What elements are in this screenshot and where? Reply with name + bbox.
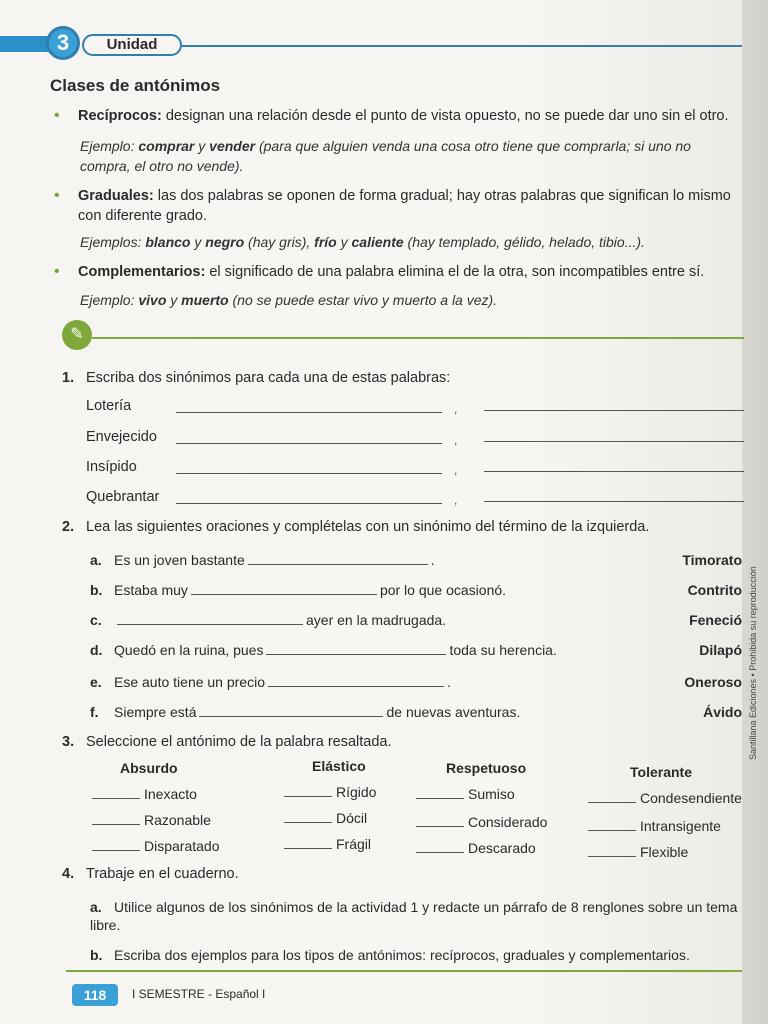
q3-option[interactable] (588, 818, 721, 834)
example-text: y (190, 234, 206, 250)
bullet-icon: • (54, 263, 60, 280)
q3-column-head: Elástico (312, 758, 366, 774)
q2-term: Ávido (703, 704, 742, 720)
example-word: vender (209, 138, 256, 154)
q1-word: Quebrantar (86, 489, 160, 505)
q2-item-b (90, 582, 506, 598)
activity-rule (92, 337, 744, 339)
q3-column-head: Absurdo (120, 760, 178, 776)
q3-option[interactable] (92, 812, 211, 828)
option-label: Flexible (640, 844, 689, 860)
q2-answer-blank[interactable] (268, 674, 444, 687)
example-word: comprar (138, 138, 195, 154)
q3-option[interactable] (284, 810, 367, 826)
pencil-icon: ✎ (62, 320, 92, 350)
sentence-start: Es un joven bastante (114, 552, 245, 568)
example-word: muerto (181, 292, 229, 308)
separator-comma: , (454, 433, 458, 447)
side-copyright: Santillana Ediciones • Prohibida su reproducción (748, 566, 758, 760)
option-label: Dócil (336, 810, 368, 826)
example-word: caliente (351, 234, 404, 250)
example-text: y (166, 292, 182, 308)
q1-answer-blank[interactable] (176, 473, 442, 474)
type-desc: el significado de una palabra elimina el de la otra, son incompatibles entre sí. (205, 264, 705, 280)
sentence-start: Siempre está (114, 704, 197, 720)
option-label: Frágil (336, 836, 372, 852)
sentence-end: toda su herencia. (449, 642, 557, 658)
option-label: Disparatado (144, 838, 220, 854)
type-name: Complementarios: (78, 264, 206, 280)
section-title: Clases de antónimos (50, 76, 221, 95)
q3-option[interactable] (92, 838, 220, 854)
q3-option[interactable] (284, 836, 371, 852)
q2-item-f (90, 704, 520, 720)
q3-number: 3. (62, 734, 75, 750)
example-word: vivo (138, 292, 167, 308)
option-label: Sumiso (468, 786, 515, 802)
q1-word: Envejecido (86, 429, 157, 445)
q2-item-d (90, 642, 557, 658)
q2-term: Timorato (682, 552, 742, 568)
unit-number-badge: 3 (46, 26, 80, 60)
example-prefix: Ejemplo: (80, 292, 139, 308)
q1-answer-blank[interactable] (484, 471, 744, 472)
q2-item-a (90, 552, 435, 568)
example-reciprocos (80, 136, 742, 176)
item-text: Utilice algunos de los sinónimos de la actividad 1 y redacte un párrafo de 8 renglones sobre un tema libre. (90, 899, 738, 933)
type-name: Recíprocos: (78, 108, 162, 124)
example-complementarios (80, 290, 742, 310)
item-letter: f. (90, 704, 99, 720)
example-word: blanco (145, 234, 191, 250)
type-name: Graduales: (78, 188, 154, 204)
separator-comma: , (454, 463, 458, 477)
item-letter: e. (90, 674, 102, 690)
option-label: Descarado (468, 840, 536, 856)
q1-text: Escriba dos sinónimos para cada una de estas palabras: (86, 370, 451, 386)
q3-option[interactable] (416, 840, 536, 856)
item-letter: b. (90, 947, 103, 963)
q1-word: Lotería (86, 398, 132, 414)
q1-answer-blank[interactable] (484, 441, 744, 442)
sentence-end: . (430, 552, 435, 568)
option-label: Considerado (468, 814, 548, 830)
example-text: y (194, 138, 210, 154)
q1-word: Insípido (86, 459, 137, 475)
footer-rule (66, 970, 742, 972)
example-graduales (80, 232, 742, 252)
q2-answer-blank[interactable] (191, 582, 377, 595)
q3-option[interactable] (416, 786, 515, 802)
example-word: frío (314, 234, 337, 250)
sentence-start: Ese auto tiene un precio (114, 674, 265, 690)
q2-term: Dilapó (699, 642, 742, 658)
sentence-end: de nuevas aventuras. (386, 704, 521, 720)
q2-text: Lea las siguientes oraciones y complételas con un sinónimo del término de la izquierda. (86, 519, 650, 535)
q2-term: Feneció (689, 612, 742, 628)
bullet-icon: • (54, 107, 60, 124)
sentence-start: Quedó en la ruina, pues (114, 642, 264, 658)
antonym-type-reciprocos (54, 106, 742, 126)
option-label: Condesendiente (640, 790, 742, 806)
q2-answer-blank[interactable] (117, 612, 303, 625)
separator-comma: , (454, 493, 458, 507)
page-edge (742, 0, 768, 1024)
q1-answer-blank[interactable] (484, 410, 744, 411)
q2-number: 2. (62, 519, 75, 535)
item-text: Escriba dos ejemplos para los tipos de antónimos: recíprocos, graduales y complementarios. (114, 947, 690, 963)
item-letter: c. (90, 612, 102, 628)
q1-answer-blank[interactable] (176, 503, 442, 504)
q3-option[interactable] (588, 790, 742, 806)
page-number: 118 (72, 984, 118, 1006)
unit-label: Unidad (82, 34, 182, 56)
q2-answer-blank[interactable] (266, 642, 446, 655)
bullet-icon: • (54, 187, 60, 204)
header-rule (182, 45, 742, 47)
q2-term: Oneroso (684, 674, 742, 690)
q4-item-a (90, 898, 744, 934)
option-label: Razonable (144, 812, 211, 828)
example-text: (no se puede estar vivo y muerto a la vez). (228, 292, 498, 308)
q2-answer-blank[interactable] (248, 552, 428, 565)
item-letter: b. (90, 582, 103, 598)
option-label: Rígido (336, 784, 377, 800)
separator-comma: , (454, 402, 458, 416)
antonym-type-graduales (54, 186, 742, 226)
q4-item-b (90, 946, 744, 964)
sentence-start: Estaba muy (114, 582, 188, 598)
example-text: (para que alguien venda una cosa otro tiene que comprarla; si uno no compra, el otro no vende). (80, 138, 691, 174)
item-letter: d. (90, 642, 103, 658)
example-prefix: Ejemplos: (80, 234, 146, 250)
example-text: y (336, 234, 352, 250)
q2-item-c (90, 612, 446, 628)
footer-text: I SEMESTRE - Español I (132, 987, 266, 1001)
q2-answer-blank[interactable] (199, 704, 383, 717)
item-letter: a. (90, 899, 102, 915)
q2-term: Contrito (687, 582, 742, 598)
example-text: (hay templado, gélido, helado, tibio...). (403, 234, 645, 250)
q3-option[interactable] (588, 844, 688, 860)
sentence-end: por lo que ocasionó. (379, 582, 507, 598)
q3-text: Seleccione el antónimo de la palabra resaltada. (86, 734, 392, 750)
type-desc: designan una relación desde el punto de vista opuesto, no se puede dar uno sin el otro. (161, 108, 729, 124)
q3-column-head: Respetuoso (446, 760, 527, 776)
q3-option[interactable] (416, 814, 547, 830)
example-word: negro (205, 234, 245, 250)
sentence-end: ayer en la madrugada. (306, 612, 447, 628)
q2-item-e (90, 674, 451, 690)
antonym-type-complementarios (54, 262, 742, 282)
sentence-end: . (447, 674, 451, 690)
q3-option[interactable] (284, 784, 376, 800)
example-prefix: Ejemplo: (80, 138, 139, 154)
q3-column-head: Tolerante (630, 764, 692, 780)
type-desc: las dos palabras se oponen de forma gradual; hay otras palabras que significan lo mismo con diferente grado. (78, 188, 731, 224)
q1-answer-blank[interactable] (176, 412, 442, 413)
q1-answer-blank[interactable] (484, 501, 744, 502)
q1-number: 1. (62, 370, 75, 386)
option-label: Inexacto (144, 786, 197, 802)
q4-text: Trabaje en el cuaderno. (86, 866, 239, 882)
example-text: (hay gris), (244, 234, 315, 250)
q1-answer-blank[interactable] (176, 443, 442, 444)
q4-number: 4. (62, 866, 75, 882)
item-letter: a. (90, 552, 102, 568)
q3-option[interactable] (92, 786, 197, 802)
option-label: Intransigente (640, 818, 721, 834)
